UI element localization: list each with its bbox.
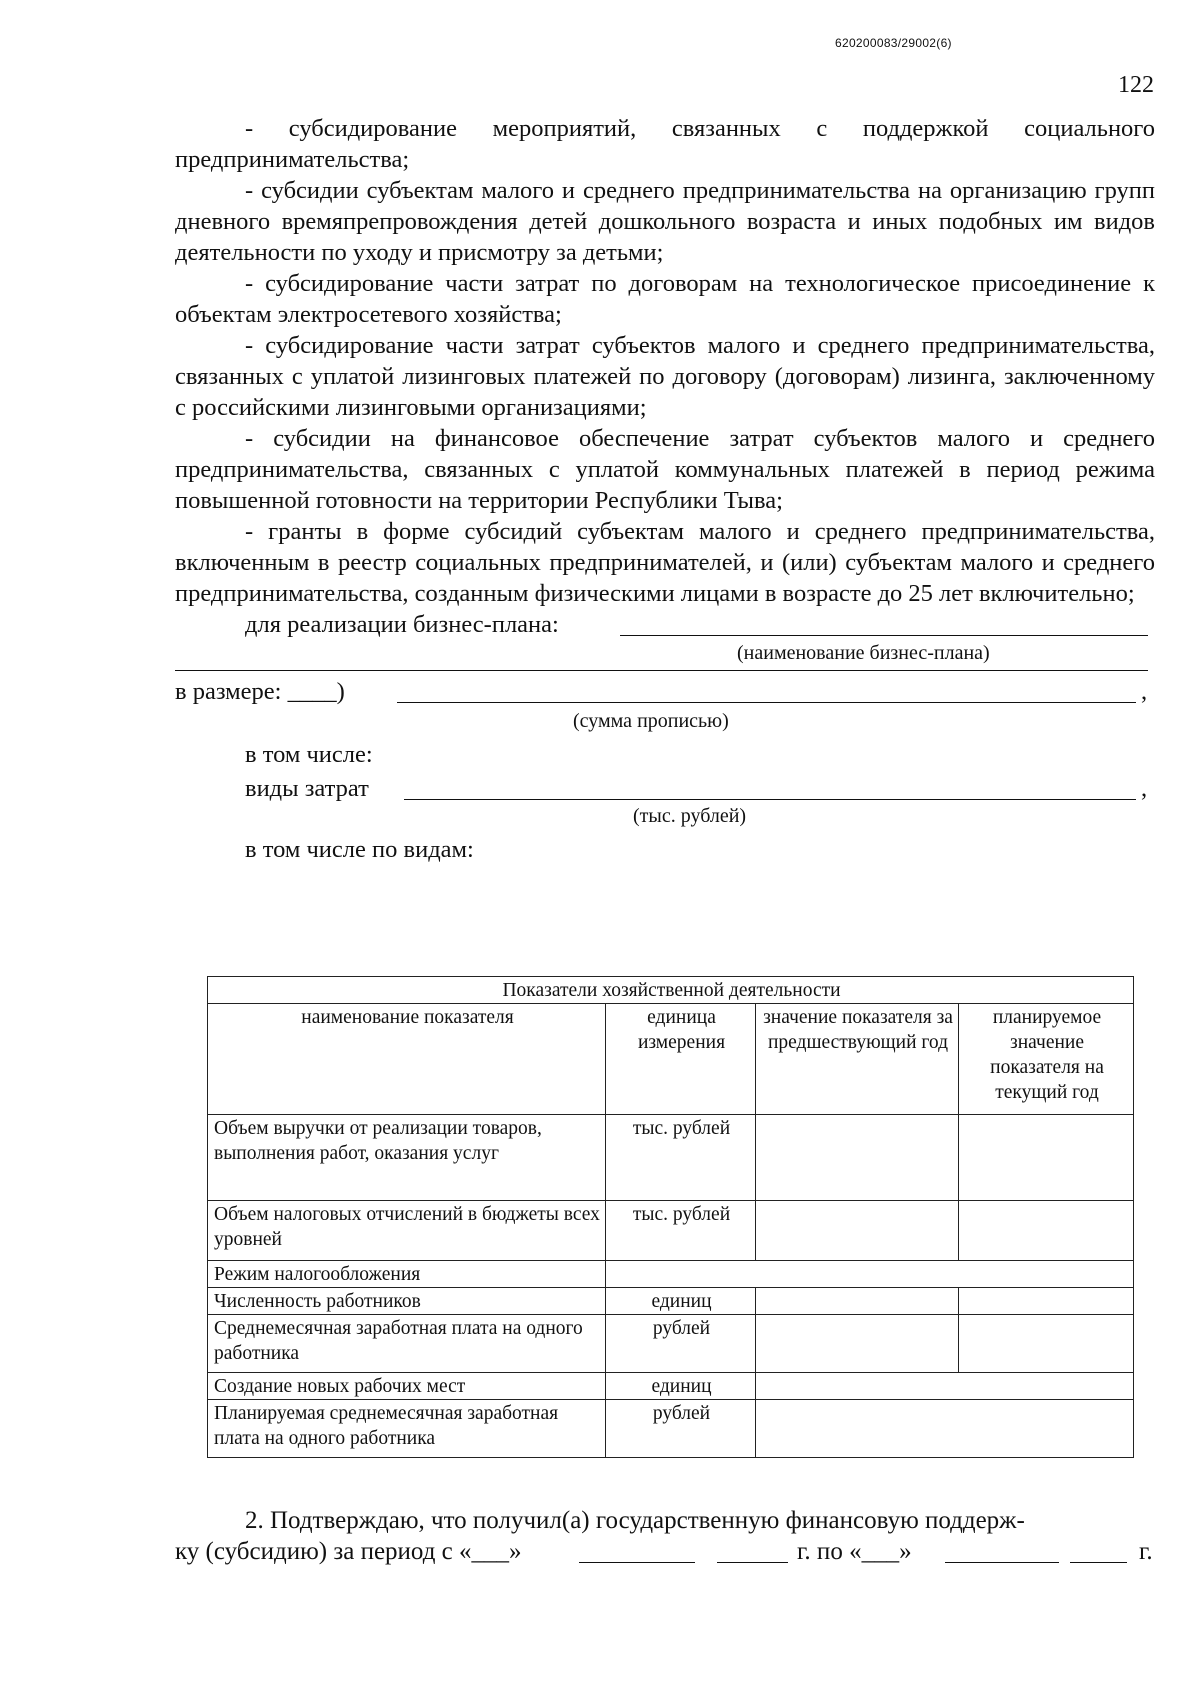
cost-types-label: виды затрат — [245, 775, 369, 802]
business-plan-caption: (наименование бизнес-плана) — [737, 642, 990, 664]
column-header-unit: единица измерения — [606, 1004, 756, 1115]
table-title: Показатели хозяйственной деятельности — [208, 977, 1134, 1004]
indicator-name: Среднемесячная заработная плата на одного работника — [208, 1315, 606, 1373]
current-year-value[interactable] — [959, 1115, 1134, 1201]
amount-comma: , — [1141, 678, 1148, 705]
current-year-value[interactable] — [959, 1201, 1134, 1261]
column-header-previous-year: значение показателя за предшествующий год — [756, 1004, 959, 1115]
cost-types-row — [175, 773, 1155, 804]
table-row — [208, 1115, 1134, 1201]
tax-regime-value[interactable] — [606, 1261, 1134, 1288]
list-item: - гранты в форме субсидий субъектам малого и среднего предпринимательства, включенным в реестр социальных предпринимателей, и (или) субъектам малого и среднего предпринимательства, созданным физическими лицами в возрасте до 25 лет включительно; — [175, 518, 1155, 607]
end-month-field[interactable] — [945, 1562, 1059, 1563]
confirmation-line-2 — [175, 1536, 1155, 1567]
confirmation-line-1: 2. Подтверждаю, что получил(а) государственную финансовую поддерж- — [245, 1507, 1025, 1534]
list-item: - субсидирование мероприятий, связанных с поддержкой социального предпринимательства; — [175, 115, 1155, 173]
cost-types-caption-row — [175, 804, 1155, 834]
confirmation-block — [175, 1505, 1155, 1567]
list-item: - субсидирование части затрат субъектов малого и среднего предпринимательства, связанных с уплатой лизинговых платежей по договору (договорам) лизинга, заключенному с российскими лизинговыми организациями; — [175, 332, 1155, 421]
business-plan-field-2[interactable] — [175, 670, 1148, 671]
business-plan-caption-row — [175, 640, 1155, 676]
list-item: - субсидии субъектам малого и среднего предпринимательства на организацию групп дневного времяпрепровождения детей дошкольного возраста и иных подобных им видов деятельности по уходу и присмотру за детьми; — [175, 177, 1155, 266]
previous-year-value[interactable] — [756, 1201, 959, 1261]
previous-year-value[interactable] — [756, 1315, 959, 1373]
indicator-unit: рублей — [606, 1400, 756, 1458]
including-label: в том числе: — [245, 741, 373, 768]
table-title-row — [208, 977, 1134, 1004]
table-row — [208, 1400, 1134, 1458]
indicator-name: Численность работников — [208, 1288, 606, 1315]
table-row — [208, 1288, 1134, 1315]
column-header-name: наименование показателя — [208, 1004, 606, 1115]
indicator-unit: единиц — [606, 1288, 756, 1315]
business-plan-field[interactable] — [620, 635, 1148, 636]
cost-types-field[interactable] — [404, 799, 1136, 800]
document-id: 620200083/29002(6) — [835, 36, 952, 50]
list-item: - субсидирование части затрат по договорам на технологическое присоединение к объектам электросетевого хозяйства; — [175, 270, 1155, 328]
table-row — [208, 1315, 1134, 1373]
including-row — [175, 739, 1155, 773]
period-end-label: г. по «___» — [797, 1538, 912, 1565]
indicators-table-wrap — [207, 976, 1134, 1458]
list-item: - субсидии на финансовое обеспечение затрат субъектов малого и среднего предпринимательства, связанных с уплатой коммунальных платежей в период режима повышенной готовности на территории Республики Тыва; — [175, 425, 1155, 514]
indicator-name: Объем выручки от реализации товаров, выполнения работ, оказания услуг — [208, 1115, 606, 1201]
indicator-unit: рублей — [606, 1315, 756, 1373]
year-suffix: г. — [1139, 1538, 1153, 1565]
previous-year-value[interactable] — [756, 1288, 959, 1315]
by-types-label: в том числе по видам: — [245, 836, 474, 863]
indicator-name: Объем налоговых отчислений в бюджеты всех уровней — [208, 1201, 606, 1261]
amount-label: в размере: ____) — [175, 678, 345, 705]
planned-salary-value[interactable] — [756, 1400, 1134, 1458]
indicator-name: Планируемая среднемесячная заработная плата на одного работника — [208, 1400, 606, 1458]
end-year-field[interactable] — [1070, 1562, 1127, 1563]
column-header-current-year: планируемое значение показателя на текущий год — [959, 1004, 1134, 1115]
cost-types-caption: (тыс. рублей) — [633, 805, 747, 827]
amount-row — [175, 676, 1155, 709]
current-year-value[interactable] — [959, 1315, 1134, 1373]
indicator-unit: единиц — [606, 1373, 756, 1400]
table-header-row — [208, 1004, 1134, 1115]
page-number: 122 — [1118, 72, 1154, 98]
start-month-field[interactable] — [579, 1562, 695, 1563]
table-row — [208, 1373, 1134, 1400]
table-row — [208, 1261, 1134, 1288]
table-row — [208, 1201, 1134, 1261]
amount-caption-row — [175, 709, 1155, 739]
current-year-value[interactable] — [959, 1288, 1134, 1315]
indicator-name: Режим налогообложения — [208, 1261, 606, 1288]
start-year-field[interactable] — [717, 1562, 788, 1563]
new-jobs-value[interactable] — [756, 1373, 1134, 1400]
amount-field[interactable] — [397, 702, 1136, 703]
amount-caption: (сумма прописью) — [573, 710, 729, 732]
indicators-table — [207, 976, 1134, 1458]
by-types-row — [175, 834, 1155, 865]
previous-year-value[interactable] — [756, 1115, 959, 1201]
cost-types-comma: , — [1141, 775, 1148, 802]
main-text — [175, 113, 1155, 865]
period-start-label: ку (субсидию) за период с «___» — [175, 1538, 522, 1565]
indicator-unit: тыс. рублей — [606, 1201, 756, 1261]
business-plan-row — [175, 609, 1155, 640]
indicator-unit: тыс. рублей — [606, 1115, 756, 1201]
indicator-name: Создание новых рабочих мест — [208, 1373, 606, 1400]
business-plan-label: для реализации бизнес-плана: — [245, 611, 559, 638]
